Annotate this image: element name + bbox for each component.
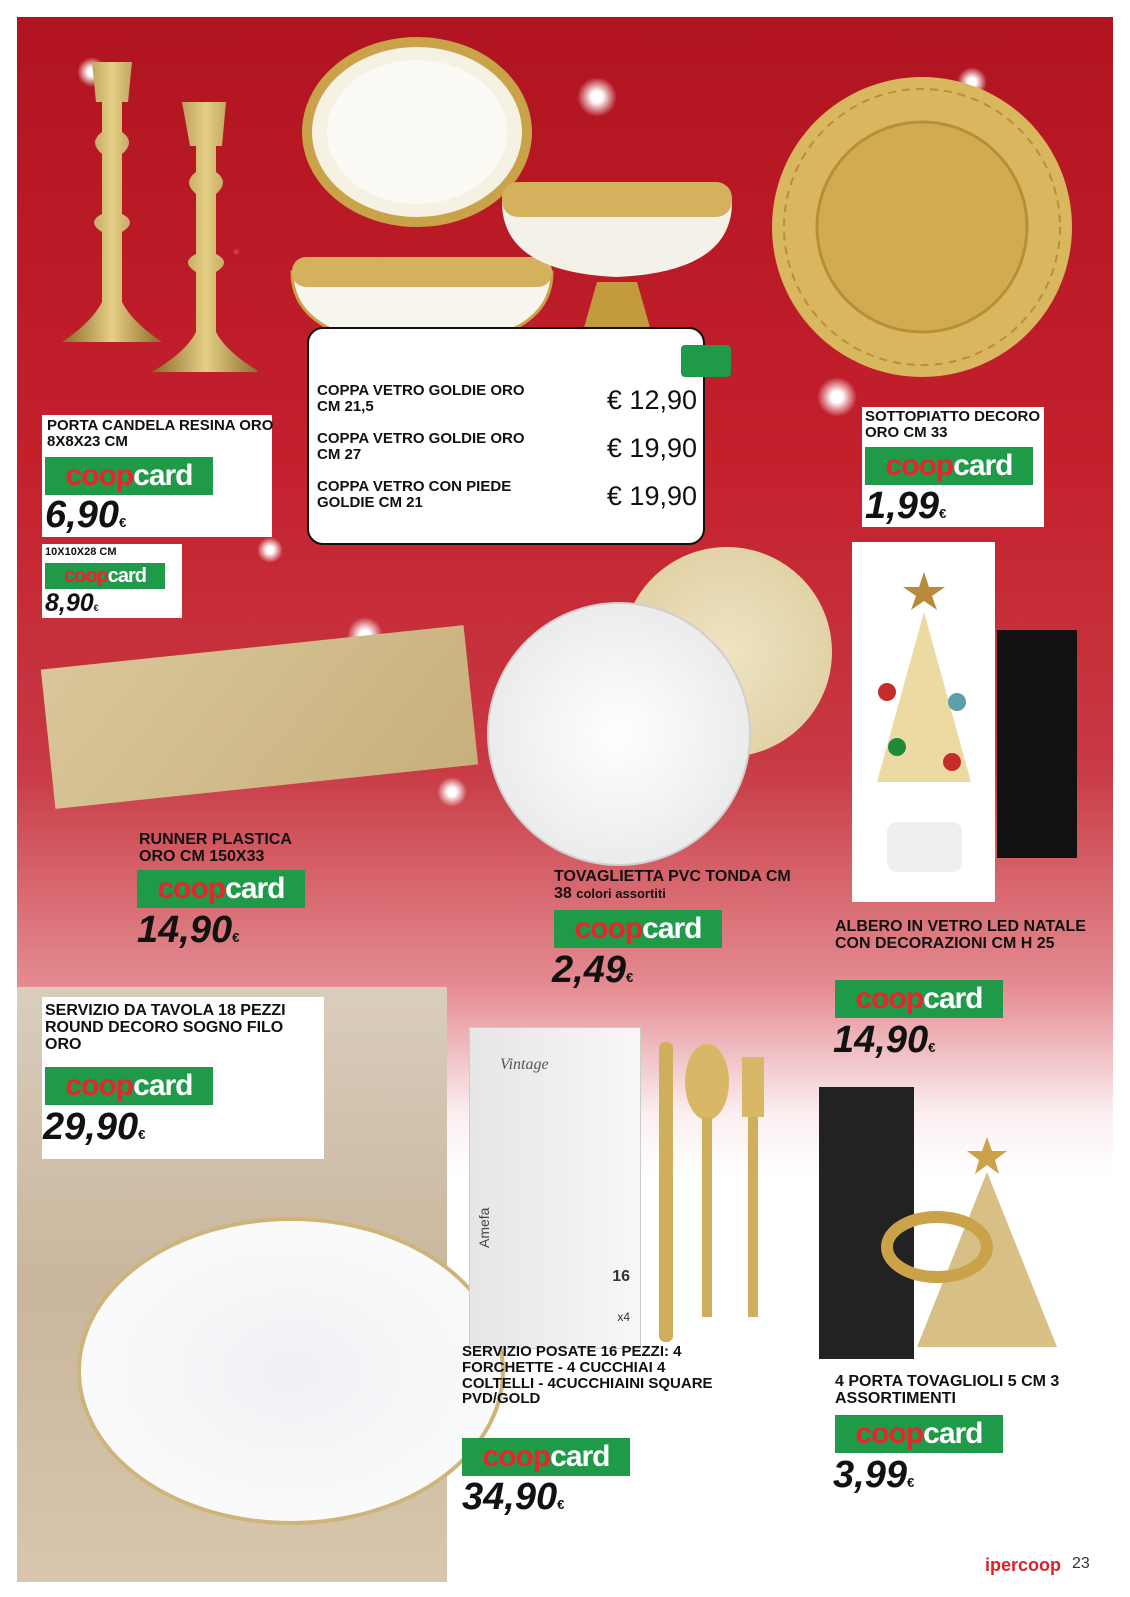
coopcard-logo: coop card	[835, 1415, 1003, 1453]
bowl-name: COPPA VETRO GOLDIE ORO CM 27	[317, 430, 525, 463]
list-item	[317, 475, 697, 523]
runner-title: RUNNER PLASTICA ORO CM 150X33	[139, 831, 292, 865]
box-label: Vintage	[500, 1056, 549, 1073]
box-count: 16	[612, 1268, 630, 1285]
page-number: 23	[1072, 1555, 1090, 1572]
tree-price: 14,90€	[833, 1019, 936, 1061]
bowl-price: € 12,90	[606, 385, 697, 415]
gold-charger-image	[767, 72, 1077, 382]
charger-title: SOTTOPIATTO DECORO ORO CM 33	[865, 408, 1041, 441]
bowl-name: COPPA VETRO GOLDIE ORO CM 21,5	[317, 382, 525, 415]
list-item	[317, 379, 697, 427]
coopcard-logo: coop card	[835, 980, 1003, 1018]
list-item	[317, 427, 697, 475]
table-runner-image	[41, 625, 478, 809]
bowl-price: € 19,90	[606, 433, 697, 463]
tree-napkin-ring-image	[877, 1127, 1077, 1367]
candle-alt-size: 10X10X28 CM	[45, 546, 117, 558]
bowl-name: COPPA VETRO CON PIEDE GOLDIE CM 21	[317, 478, 512, 511]
tree-title: ALBERO IN VETRO LED NATALE CON DECORAZIONI CM H 25	[835, 918, 1086, 952]
box-brand: Amefa	[476, 1207, 492, 1248]
runner-price: 14,90€	[137, 909, 240, 951]
cutlery-title: SERVIZIO POSATE 16 PEZZI: 4 FORCHETTE - 4 CUCCHIAI 4 COLTELLI - 4CUCCHIAINI SQUARE PVD/GOLD	[462, 1343, 713, 1408]
coopcard-logo: coop card	[45, 563, 165, 589]
candle-price: 6,90€	[45, 494, 127, 536]
candle-alt-price: 8,90€	[45, 589, 99, 617]
flyer-page	[17, 17, 1113, 1582]
bowls-price-list	[317, 379, 697, 523]
white-placemat-image	[487, 602, 751, 866]
charger-price: 1,99€	[865, 485, 947, 527]
tableware-price: 29,90€	[43, 1106, 146, 1148]
placemat-title: TOVAGLIETTA PVC TONDA CM 38 colori assortiti	[554, 868, 791, 902]
candle-title: PORTA CANDELA RESINA ORO 8X8X23 CM	[47, 417, 274, 450]
coopcard-logo: coop card	[462, 1438, 630, 1476]
coopcard-logo: coop card	[865, 447, 1033, 485]
glass-tree-image	[857, 552, 992, 892]
coopcard-logo: coop card	[45, 1067, 213, 1105]
box-mult: x4	[617, 1310, 630, 1324]
coopcard-logo: coop card	[137, 870, 305, 908]
ipercoop-logo: ipercoop	[985, 1555, 1062, 1575]
coopcard-logo: coop card	[554, 910, 722, 948]
plate-image	[77, 1217, 505, 1525]
napkin-title: 4 PORTA TOVAGLIOLI 5 CM 3 ASSORTIMENTI	[835, 1373, 1060, 1407]
bowl-price: € 19,90	[606, 481, 697, 511]
sparkle	[817, 377, 857, 417]
cutlery-box-image	[469, 1027, 641, 1349]
tree-lit-image	[997, 630, 1077, 858]
tableware-title: SERVIZIO DA TAVOLA 18 PEZZI ROUND DECORO SOGNO FILO ORO	[45, 1002, 286, 1053]
sparkle	[257, 537, 283, 563]
placemat-price: 2,49€	[552, 949, 634, 991]
coopcard-logo: coop card	[45, 457, 213, 495]
coopcard-card-icon	[681, 345, 731, 377]
gold-cutlery-image	[647, 1037, 777, 1357]
cutlery-price: 34,90€	[462, 1476, 565, 1518]
candle-holder-image	[37, 42, 257, 402]
glass-bowls-image	[287, 32, 747, 372]
sparkle	[437, 777, 467, 807]
napkin-price: 3,99€	[833, 1454, 915, 1496]
